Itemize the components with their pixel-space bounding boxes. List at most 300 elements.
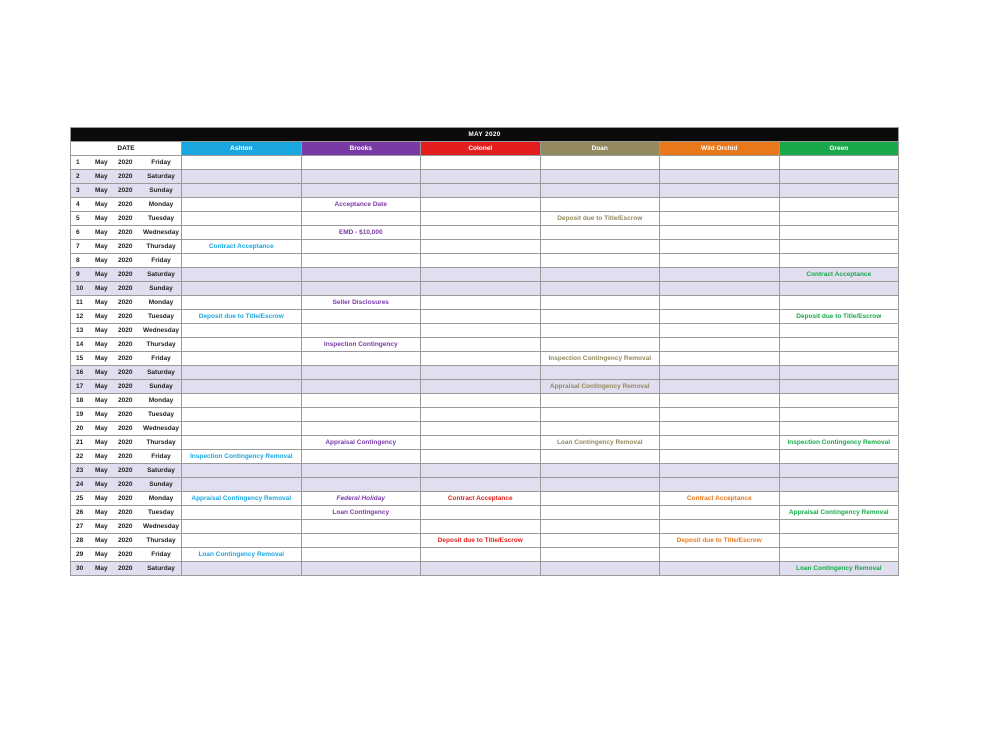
date-cell: [71, 170, 182, 184]
event-cell[interactable]: [421, 506, 541, 520]
event-cell[interactable]: [421, 240, 541, 254]
month-label: May: [95, 495, 108, 502]
event-cell[interactable]: Loan Contingency Removal: [540, 436, 660, 450]
event-cell[interactable]: [660, 436, 780, 450]
event-cell[interactable]: [182, 478, 302, 492]
event-cell[interactable]: [540, 534, 660, 548]
event-cell[interactable]: [540, 240, 660, 254]
event-cell[interactable]: [421, 212, 541, 226]
event-cell[interactable]: [301, 156, 421, 170]
event-cell[interactable]: [779, 170, 899, 184]
event-cell[interactable]: Inspection Contingency Removal: [779, 436, 899, 450]
year-label: 2020: [118, 411, 133, 418]
event-cell[interactable]: [421, 478, 541, 492]
year-label: 2020: [118, 369, 133, 376]
day-number: 13: [76, 327, 84, 334]
event-cell[interactable]: [540, 296, 660, 310]
column-header-green: Green: [779, 142, 899, 156]
table-row: [71, 422, 899, 436]
year-label: 2020: [118, 397, 133, 404]
table-row: [71, 506, 899, 520]
event-cell[interactable]: [660, 240, 780, 254]
event-cell[interactable]: [660, 198, 780, 212]
event-cell[interactable]: [301, 268, 421, 282]
event-cell[interactable]: [779, 198, 899, 212]
table-row: [71, 226, 899, 240]
weekday-label: Friday: [151, 355, 171, 362]
weekday-label: Friday: [151, 551, 171, 558]
event-cell[interactable]: Loan Contingency Removal: [779, 562, 899, 576]
event-cell[interactable]: [301, 520, 421, 534]
event-cell[interactable]: [421, 324, 541, 338]
month-label: May: [95, 229, 108, 236]
event-cell[interactable]: [301, 212, 421, 226]
date-cell: [71, 366, 182, 380]
month-label: May: [95, 425, 108, 432]
year-label: 2020: [118, 215, 133, 222]
date-header: DATE: [71, 142, 182, 156]
weekday-label: Thursday: [146, 439, 176, 446]
weekday-label: Friday: [151, 453, 171, 460]
month-label: May: [95, 383, 108, 390]
event-cell[interactable]: [182, 562, 302, 576]
event-cell[interactable]: [540, 548, 660, 562]
event-cell[interactable]: [540, 226, 660, 240]
event-cell[interactable]: Inspection Contingency: [301, 338, 421, 352]
event-cell[interactable]: [182, 352, 302, 366]
date-cell: [71, 548, 182, 562]
event-cell[interactable]: [182, 170, 302, 184]
event-cell[interactable]: [421, 562, 541, 576]
event-cell[interactable]: [182, 184, 302, 198]
event-cell[interactable]: [779, 156, 899, 170]
weekday-label: Thursday: [146, 341, 176, 348]
day-number: 3: [76, 187, 80, 194]
day-number: 16: [76, 369, 84, 376]
event-cell[interactable]: Appraisal Contingency Removal: [779, 506, 899, 520]
event-cell[interactable]: [540, 184, 660, 198]
date-cell: [71, 492, 182, 506]
event-cell[interactable]: [660, 156, 780, 170]
event-cell[interactable]: [779, 520, 899, 534]
event-cell[interactable]: [660, 394, 780, 408]
date-cell: [71, 212, 182, 226]
date-cell: [71, 310, 182, 324]
event-cell[interactable]: [660, 450, 780, 464]
day-number: 9: [76, 271, 80, 278]
day-number: 19: [76, 411, 84, 418]
day-number: 25: [76, 495, 84, 502]
event-cell[interactable]: [660, 310, 780, 324]
event-cell[interactable]: Contract Acceptance: [182, 240, 302, 254]
month-label: May: [95, 313, 108, 320]
event-cell[interactable]: [540, 366, 660, 380]
month-label: May: [95, 201, 108, 208]
year-label: 2020: [118, 355, 133, 362]
event-cell[interactable]: Appraisal Contingency Removal: [540, 380, 660, 394]
table-row: [71, 282, 899, 296]
day-number: 27: [76, 523, 84, 530]
year-label: 2020: [118, 481, 133, 488]
event-cell[interactable]: [421, 282, 541, 296]
event-cell[interactable]: [540, 464, 660, 478]
table-row: [71, 296, 899, 310]
event-cell[interactable]: [540, 324, 660, 338]
day-number: 17: [76, 383, 84, 390]
day-number: 10: [76, 285, 84, 292]
month-label: May: [95, 523, 108, 530]
event-cell[interactable]: [301, 240, 421, 254]
table-row: [71, 198, 899, 212]
month-label: May: [95, 341, 108, 348]
year-label: 2020: [118, 243, 133, 250]
event-cell[interactable]: [660, 506, 780, 520]
day-number: 20: [76, 425, 84, 432]
event-cell[interactable]: [779, 534, 899, 548]
table-row: [71, 394, 899, 408]
event-cell[interactable]: [779, 450, 899, 464]
event-cell[interactable]: Deposit due to Title/Escrow: [779, 310, 899, 324]
event-cell[interactable]: [540, 492, 660, 506]
event-cell[interactable]: [540, 198, 660, 212]
event-cell[interactable]: [182, 226, 302, 240]
event-cell[interactable]: [660, 380, 780, 394]
year-label: 2020: [118, 285, 133, 292]
weekday-label: Saturday: [147, 467, 175, 474]
event-cell[interactable]: [660, 422, 780, 436]
event-cell[interactable]: [301, 366, 421, 380]
event-cell[interactable]: Deposit due to Title/Escrow: [421, 534, 541, 548]
day-number: 29: [76, 551, 84, 558]
event-cell[interactable]: Loan Contingency: [301, 506, 421, 520]
column-header-doan: Doan: [540, 142, 660, 156]
event-cell[interactable]: Contract Acceptance: [779, 268, 899, 282]
event-cell[interactable]: [182, 422, 302, 436]
event-cell[interactable]: [540, 394, 660, 408]
event-cell[interactable]: [421, 338, 541, 352]
event-cell[interactable]: [660, 212, 780, 226]
day-number: 8: [76, 257, 80, 264]
event-cell[interactable]: Deposit due to Title/Escrow: [540, 212, 660, 226]
event-cell[interactable]: [182, 366, 302, 380]
event-cell[interactable]: [660, 184, 780, 198]
event-cell[interactable]: [540, 268, 660, 282]
month-label: May: [95, 355, 108, 362]
year-label: 2020: [118, 271, 133, 278]
event-cell[interactable]: [540, 156, 660, 170]
event-cell[interactable]: [660, 170, 780, 184]
event-cell[interactable]: [182, 254, 302, 268]
event-cell[interactable]: [660, 324, 780, 338]
event-cell[interactable]: [660, 268, 780, 282]
weekday-label: Wednesday: [142, 425, 179, 432]
date-cell: [71, 282, 182, 296]
event-cell[interactable]: [421, 436, 541, 450]
event-cell[interactable]: Loan Contingency Removal: [182, 548, 302, 562]
month-label: May: [95, 439, 108, 446]
event-cell[interactable]: [779, 282, 899, 296]
event-cell[interactable]: [660, 562, 780, 576]
event-cell[interactable]: [421, 380, 541, 394]
year-label: 2020: [118, 229, 133, 236]
event-cell[interactable]: [421, 366, 541, 380]
date-cell: [71, 198, 182, 212]
event-cell[interactable]: [421, 310, 541, 324]
event-cell[interactable]: Contract Acceptance: [660, 492, 780, 506]
day-number: 1: [76, 159, 80, 166]
month-label: May: [95, 453, 108, 460]
date-cell: [71, 534, 182, 548]
month-label: May: [95, 285, 108, 292]
day-number: 22: [76, 453, 84, 460]
event-cell[interactable]: [421, 226, 541, 240]
event-cell[interactable]: [540, 478, 660, 492]
month-label: May: [95, 257, 108, 264]
weekday-label: Monday: [148, 201, 174, 208]
year-label: 2020: [118, 425, 133, 432]
date-cell: [71, 268, 182, 282]
year-label: 2020: [118, 257, 133, 264]
event-cell[interactable]: [421, 156, 541, 170]
weekday-label: Tuesday: [148, 411, 174, 418]
event-cell[interactable]: [660, 366, 780, 380]
event-cell[interactable]: [421, 464, 541, 478]
event-cell[interactable]: Federal Holiday: [301, 492, 421, 506]
event-cell[interactable]: Contract Acceptance: [421, 492, 541, 506]
month-label: May: [95, 411, 108, 418]
year-label: 2020: [118, 467, 133, 474]
event-cell[interactable]: [182, 520, 302, 534]
event-cell[interactable]: [421, 548, 541, 562]
event-cell[interactable]: Deposit due to Title/Escrow: [660, 534, 780, 548]
event-cell[interactable]: [182, 380, 302, 394]
table-row: [71, 548, 899, 562]
year-label: 2020: [118, 495, 133, 502]
event-cell[interactable]: Appraisal Contingency: [301, 436, 421, 450]
event-cell[interactable]: [779, 338, 899, 352]
event-cell[interactable]: [421, 520, 541, 534]
event-cell[interactable]: [540, 338, 660, 352]
table-row: [71, 170, 899, 184]
date-cell: [71, 394, 182, 408]
event-cell[interactable]: [301, 184, 421, 198]
event-cell[interactable]: [301, 170, 421, 184]
event-cell[interactable]: Inspection Contingency Removal: [182, 450, 302, 464]
event-cell[interactable]: [301, 478, 421, 492]
day-number: 15: [76, 355, 84, 362]
event-cell[interactable]: [421, 422, 541, 436]
date-cell: [71, 380, 182, 394]
event-cell[interactable]: [182, 534, 302, 548]
weekday-label: Saturday: [147, 173, 175, 180]
weekday-label: Wednesday: [142, 229, 179, 236]
weekday-label: Sunday: [149, 187, 173, 194]
event-cell[interactable]: [182, 212, 302, 226]
year-label: 2020: [118, 159, 133, 166]
date-cell: [71, 436, 182, 450]
event-cell[interactable]: [301, 254, 421, 268]
event-cell[interactable]: [301, 450, 421, 464]
month-label: May: [95, 467, 108, 474]
event-cell[interactable]: [660, 352, 780, 366]
event-cell[interactable]: [421, 394, 541, 408]
event-cell[interactable]: [660, 254, 780, 268]
event-cell[interactable]: [182, 394, 302, 408]
event-cell[interactable]: [182, 156, 302, 170]
event-cell[interactable]: [660, 520, 780, 534]
event-cell[interactable]: [421, 254, 541, 268]
event-cell[interactable]: [540, 170, 660, 184]
event-cell[interactable]: [779, 254, 899, 268]
month-label: May: [95, 369, 108, 376]
date-cell: [71, 422, 182, 436]
table-row: [71, 450, 899, 464]
event-cell[interactable]: [779, 324, 899, 338]
weekday-label: Sunday: [149, 481, 173, 488]
event-cell[interactable]: [301, 534, 421, 548]
event-cell[interactable]: [779, 184, 899, 198]
event-cell[interactable]: [660, 282, 780, 296]
event-cell[interactable]: [182, 464, 302, 478]
table-row: [71, 324, 899, 338]
event-cell[interactable]: [660, 338, 780, 352]
sheet-title: MAY 2020: [71, 128, 899, 142]
event-cell[interactable]: [779, 380, 899, 394]
event-cell[interactable]: [540, 520, 660, 534]
table-row: [71, 352, 899, 366]
date-cell: [71, 254, 182, 268]
day-number: 4: [76, 201, 80, 208]
event-cell[interactable]: [540, 506, 660, 520]
event-cell[interactable]: [182, 506, 302, 520]
year-label: 2020: [118, 537, 133, 544]
table-row: [71, 520, 899, 534]
event-cell[interactable]: [779, 296, 899, 310]
event-cell[interactable]: [301, 352, 421, 366]
event-cell[interactable]: [182, 436, 302, 450]
event-cell[interactable]: [301, 324, 421, 338]
event-cell[interactable]: [779, 212, 899, 226]
table-row: [71, 338, 899, 352]
month-label: May: [95, 509, 108, 516]
event-cell[interactable]: [421, 170, 541, 184]
day-number: 18: [76, 397, 84, 404]
day-number: 2: [76, 173, 80, 180]
event-cell[interactable]: [660, 296, 780, 310]
event-cell[interactable]: [540, 408, 660, 422]
event-cell[interactable]: [421, 408, 541, 422]
event-cell[interactable]: [182, 282, 302, 296]
event-cell[interactable]: [660, 548, 780, 562]
event-cell[interactable]: [779, 366, 899, 380]
event-cell[interactable]: [301, 282, 421, 296]
event-cell[interactable]: [182, 296, 302, 310]
year-label: 2020: [118, 313, 133, 320]
event-cell[interactable]: [779, 548, 899, 562]
weekday-label: Saturday: [147, 369, 175, 376]
event-cell[interactable]: [660, 408, 780, 422]
event-cell[interactable]: [182, 268, 302, 282]
column-header-ashton: Ashton: [182, 142, 302, 156]
event-cell[interactable]: [540, 282, 660, 296]
event-cell[interactable]: [540, 562, 660, 576]
event-cell[interactable]: [421, 184, 541, 198]
event-cell[interactable]: [182, 198, 302, 212]
event-cell[interactable]: EMD - $10,000: [301, 226, 421, 240]
day-number: 12: [76, 313, 84, 320]
event-cell[interactable]: [779, 394, 899, 408]
event-cell[interactable]: [779, 226, 899, 240]
year-label: 2020: [118, 327, 133, 334]
event-cell[interactable]: [421, 296, 541, 310]
event-cell[interactable]: Inspection Contingency Removal: [540, 352, 660, 366]
weekday-label: Wednesday: [142, 523, 179, 530]
event-cell[interactable]: Acceptance Date: [301, 198, 421, 212]
event-cell[interactable]: [301, 380, 421, 394]
year-label: 2020: [118, 551, 133, 558]
day-number: 23: [76, 467, 84, 474]
event-cell[interactable]: [421, 198, 541, 212]
event-cell[interactable]: [301, 394, 421, 408]
weekday-label: Saturday: [147, 271, 175, 278]
event-cell[interactable]: [301, 464, 421, 478]
event-cell[interactable]: [182, 338, 302, 352]
event-cell[interactable]: [421, 268, 541, 282]
table-row: [71, 268, 899, 282]
table-row: [71, 156, 899, 170]
event-cell[interactable]: Deposit due to Title/Escrow: [182, 310, 302, 324]
year-label: 2020: [118, 523, 133, 530]
event-cell[interactable]: [540, 450, 660, 464]
event-cell[interactable]: [779, 492, 899, 506]
event-cell[interactable]: [660, 464, 780, 478]
event-cell[interactable]: Seller Disclosures: [301, 296, 421, 310]
day-number: 14: [76, 341, 84, 348]
event-cell[interactable]: [301, 548, 421, 562]
year-label: 2020: [118, 187, 133, 194]
month-label: May: [95, 327, 108, 334]
event-cell[interactable]: [301, 422, 421, 436]
event-cell[interactable]: [779, 352, 899, 366]
event-cell[interactable]: [421, 450, 541, 464]
event-cell[interactable]: [660, 226, 780, 240]
day-number: 21: [76, 439, 84, 446]
event-cell[interactable]: Appraisal Contingency Removal: [182, 492, 302, 506]
event-cell[interactable]: [779, 464, 899, 478]
weekday-label: Friday: [151, 159, 171, 166]
event-cell[interactable]: [660, 478, 780, 492]
table-row: [71, 478, 899, 492]
event-cell[interactable]: [779, 422, 899, 436]
weekday-label: Sunday: [149, 285, 173, 292]
event-cell[interactable]: [301, 310, 421, 324]
event-cell[interactable]: [779, 240, 899, 254]
event-cell[interactable]: [182, 408, 302, 422]
event-cell[interactable]: [540, 310, 660, 324]
event-cell[interactable]: [540, 422, 660, 436]
event-cell[interactable]: [779, 408, 899, 422]
date-cell: [71, 408, 182, 422]
event-cell[interactable]: [182, 324, 302, 338]
event-cell[interactable]: [779, 478, 899, 492]
column-header-wild-orchid: Wild Orchid: [660, 142, 780, 156]
event-cell[interactable]: [421, 352, 541, 366]
month-label: May: [95, 215, 108, 222]
event-cell[interactable]: [540, 254, 660, 268]
event-cell[interactable]: [301, 408, 421, 422]
year-label: 2020: [118, 565, 133, 572]
event-cell[interactable]: [301, 562, 421, 576]
